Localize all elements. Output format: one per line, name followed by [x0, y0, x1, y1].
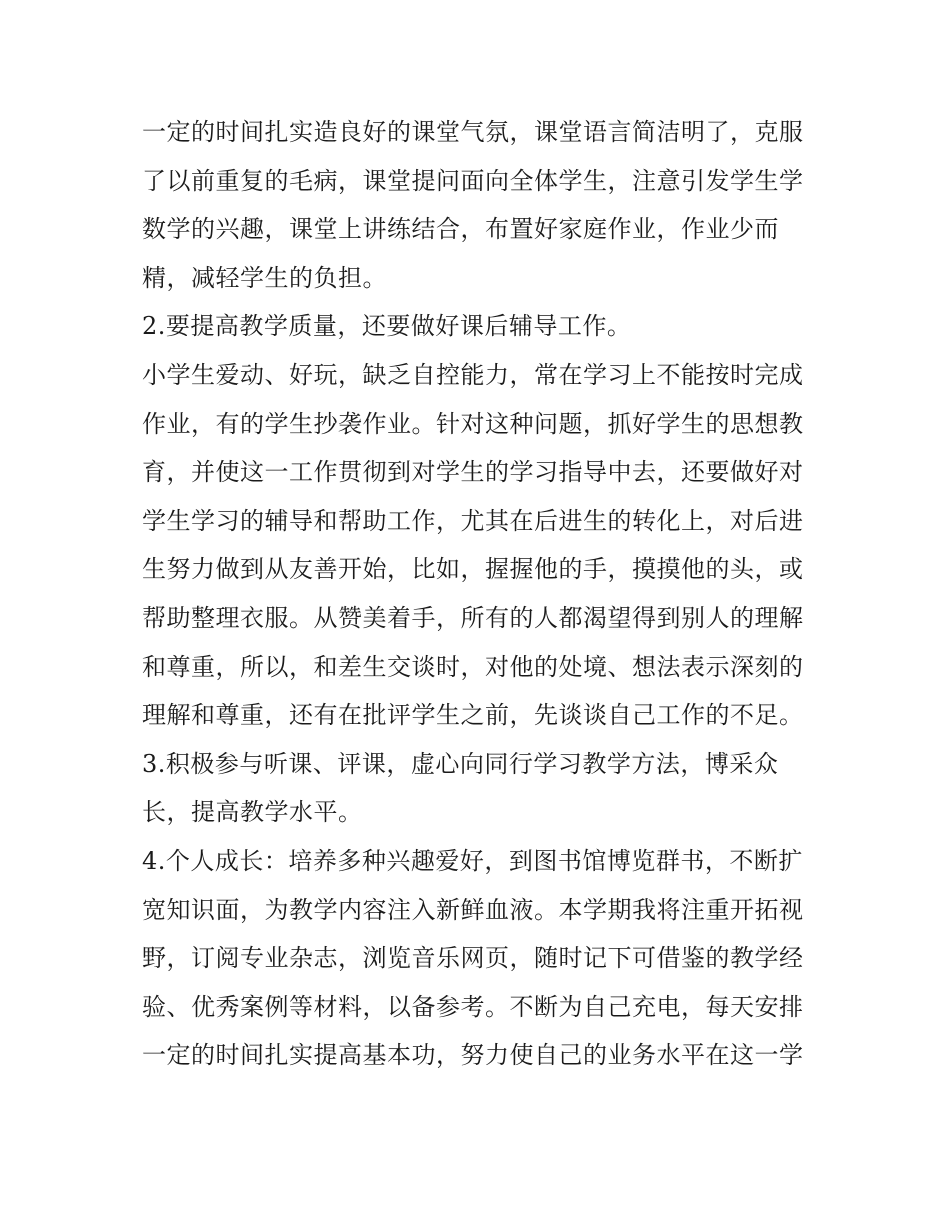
- section-heading-2: 2.要提高教学质量，还要做好课后辅导工作。: [142, 312, 632, 341]
- text-line: 学生学习的辅导和帮助工作，尤其在后进生的转化上，对后进: [142, 506, 804, 535]
- text-line: 宽知识面，为教学内容注入新鲜血液。本学期我将注重开拓视: [142, 895, 804, 924]
- text-line: 育，并使这一工作贯彻到对学生的学习指导中去，还要做好对: [142, 458, 804, 487]
- body-text: [142, 108, 822, 1080]
- text-line: 理解和尊重，还有在批评学生之前，先谈谈自己工作的不足。: [142, 701, 804, 730]
- text-line: 数学的兴趣，课堂上讲练结合，布置好家庭作业，作业少而: [142, 215, 779, 244]
- text-line: 和尊重，所以，和差生交谈时，对他的处境、想法表示深刻的: [142, 652, 804, 681]
- section-heading-4: 4.个人成长：培养多种兴趣爱好，到图书馆博览群书，不断扩: [142, 846, 803, 875]
- text-line: 帮助整理衣服。从赞美着手，所有的人都渴望得到别人的理解: [142, 603, 804, 632]
- text-line: 精，减轻学生的负担。: [142, 263, 387, 292]
- text-line: 了以前重复的毛病，课堂提问面向全体学生，注意引发学生学: [142, 166, 804, 195]
- text-line: 小学生爱动、好玩，缺乏自控能力，常在学习上不能按时完成: [142, 360, 804, 389]
- text-line: 一定的时间扎实造良好的课堂气氛，课堂语言简洁明了，克服: [142, 118, 804, 146]
- text-line: 验、优秀案例等材料，以备参考。不断为自己充电，每天安排: [142, 992, 804, 1021]
- text-line: 作业，有的学生抄袭作业。针对这种问题，抓好学生的思想教: [142, 409, 804, 438]
- text-line: 生努力做到从友善开始，比如，握握他的手，摸摸他的头，或: [142, 555, 804, 584]
- text-line: 长，提高教学水平。: [142, 798, 363, 827]
- text-line: 野，订阅专业杂志，浏览音乐网页，随时记下可借鉴的教学经: [142, 944, 804, 973]
- section-heading-3: 3.积极参与听课、评课，虚心向同行学习教学方法，博采众: [142, 749, 779, 778]
- text-line: 一定的时间扎实提高基本功，努力使自己的业务水平在这一学: [142, 1041, 804, 1070]
